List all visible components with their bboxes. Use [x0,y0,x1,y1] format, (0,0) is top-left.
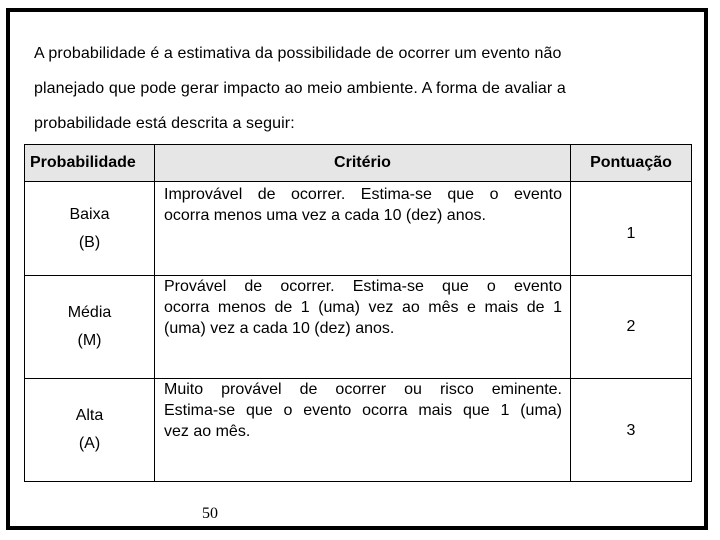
probability-code: (B) [78,233,101,251]
probability-code: (M) [77,332,102,349]
criterion-cell-baixa [155,182,571,276]
probability-cell-media [25,276,155,379]
criterion-line: ocorra menos uma vez a cada 10 (dez) anos. [164,207,486,224]
score-cell-alta: 3 [571,379,692,482]
header-pontuacao: Pontuação [571,145,692,182]
page-number: 50 [202,505,218,522]
criterion-line: (uma) vez a cada 10 (dez) anos. [164,320,395,337]
score-cell-baixa: 1 [571,182,692,276]
probability-level: Baixa [69,205,110,223]
criterion-line: Improvável de ocorrer. Estima-se que o evento [164,186,562,203]
table-row-alta [25,379,692,482]
criterion-cell-media [155,276,571,379]
intro-line-1: A probabilidade é a estimativa da possibilidade de ocorrer um evento não [34,45,562,62]
header-criterio: Critério [155,145,571,182]
table-row-media [25,276,692,379]
probability-cell-alta [25,379,155,482]
probability-table [24,144,692,482]
criterion-line: vez ao mês. [164,423,251,440]
criterion-line: ocorra menos de 1 (uma) vez ao mês e mais de 1 [164,299,562,316]
intro-paragraph [34,36,674,141]
probability-level: Média [67,304,112,321]
table-header-row [25,145,692,182]
criterion-cell-alta [155,379,571,482]
table-row-baixa [25,182,692,276]
criterion-line: Provável de ocorrer. Estima-se que o evento [164,278,562,295]
score-cell-media: 2 [571,276,692,379]
criterion-line: Muito provável de ocorrer ou risco eminente. [164,381,562,398]
criterion-line: Estima-se que o evento ocorra mais que 1 (uma) [164,402,562,419]
probability-level: Alta [75,407,104,424]
probability-code: (A) [78,435,101,452]
intro-line-3: probabilidade está descrita a seguir: [34,115,295,132]
intro-line-2: planejado que pode gerar impacto ao meio ambiente. A forma de avaliar a [34,80,566,97]
header-probabilidade: Probabilidade [25,145,155,182]
probability-cell-baixa [25,182,155,276]
